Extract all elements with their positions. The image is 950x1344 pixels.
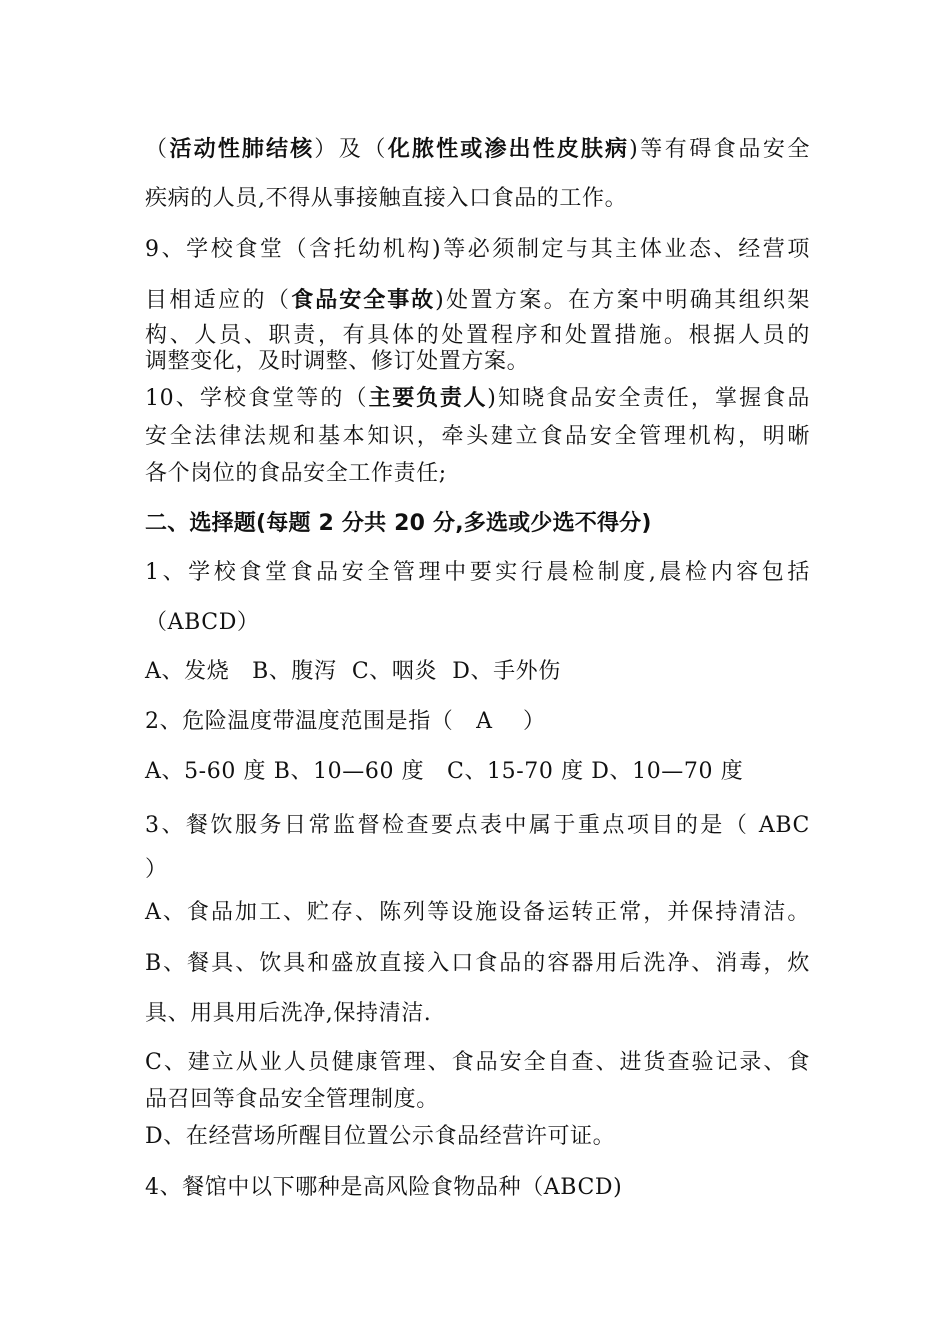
text-line: 构、人员、职责，有具体的处置程序和处置措施。根据人员的: [145, 323, 810, 348]
text-line: 10、学校食堂等的（主要负责人)知晓食品安全责任，掌握食品: [145, 386, 810, 411]
text-line: 各个岗位的食品安全工作责任;: [145, 461, 447, 486]
option-c: C、建立从业人员健康管理、食品安全自查、进货查验记录、食: [145, 1050, 810, 1075]
question-text: 4、餐馆中以下哪种是高风险食物品种（ABCD): [145, 1175, 623, 1200]
text-line: 目相适应的（食品安全事故)处置方案。在方案中明确其组织架: [145, 288, 811, 313]
question-text: 2、危险温度带温度范围是指（ A ）: [145, 709, 546, 734]
question-text: 3、餐饮服务日常监督检查要点表中属于重点项目的是（ ABC: [145, 813, 810, 838]
answer-text: （ABCD）: [145, 610, 260, 635]
options-line: A、5-60 度 B、10—60 度 C、15-70 度 D、10—70 度: [145, 759, 744, 784]
text-line: 9、学校食堂（含托幼机构)等必须制定与其主体业态、经营项: [145, 237, 810, 262]
text-line: 具、用具用后洗净,保持清洁.: [145, 1001, 432, 1026]
text-line: ）: [145, 857, 168, 882]
option-b: B、餐具、饮具和盛放直接入口食品的容器用后洗净、消毒，炊: [145, 951, 810, 976]
text-line: 调整变化，及时调整、修订处置方案。: [145, 349, 530, 374]
options-line: A、发烧 B、腹泻 C、咽炎 D、手外伤: [145, 659, 561, 684]
option-d: D、在经营场所醒目位置公示食品经营许可证。: [145, 1124, 616, 1149]
text-line: 疾病的人员,不得从事接触直接入口食品的工作。: [145, 186, 628, 211]
option-a: A、食品加工、贮存、陈列等设施设备运转正常，并保持清洁。: [145, 900, 810, 925]
section-heading: 二、选择题(每题 2 分共 20 分,多选或少选不得分): [145, 511, 652, 536]
text-line: 安全法律法规和基本知识，牵头建立食品安全管理机构，明晰: [145, 424, 810, 449]
text-line: 品召回等食品安全管理制度。: [145, 1087, 439, 1112]
question-text: 1、学校食堂食品安全管理中要实行晨检制度,晨检内容包括: [145, 560, 810, 585]
text-line: （活动性肺结核）及（化脓性或渗出性皮肤病)等有碍食品安全: [145, 137, 810, 162]
